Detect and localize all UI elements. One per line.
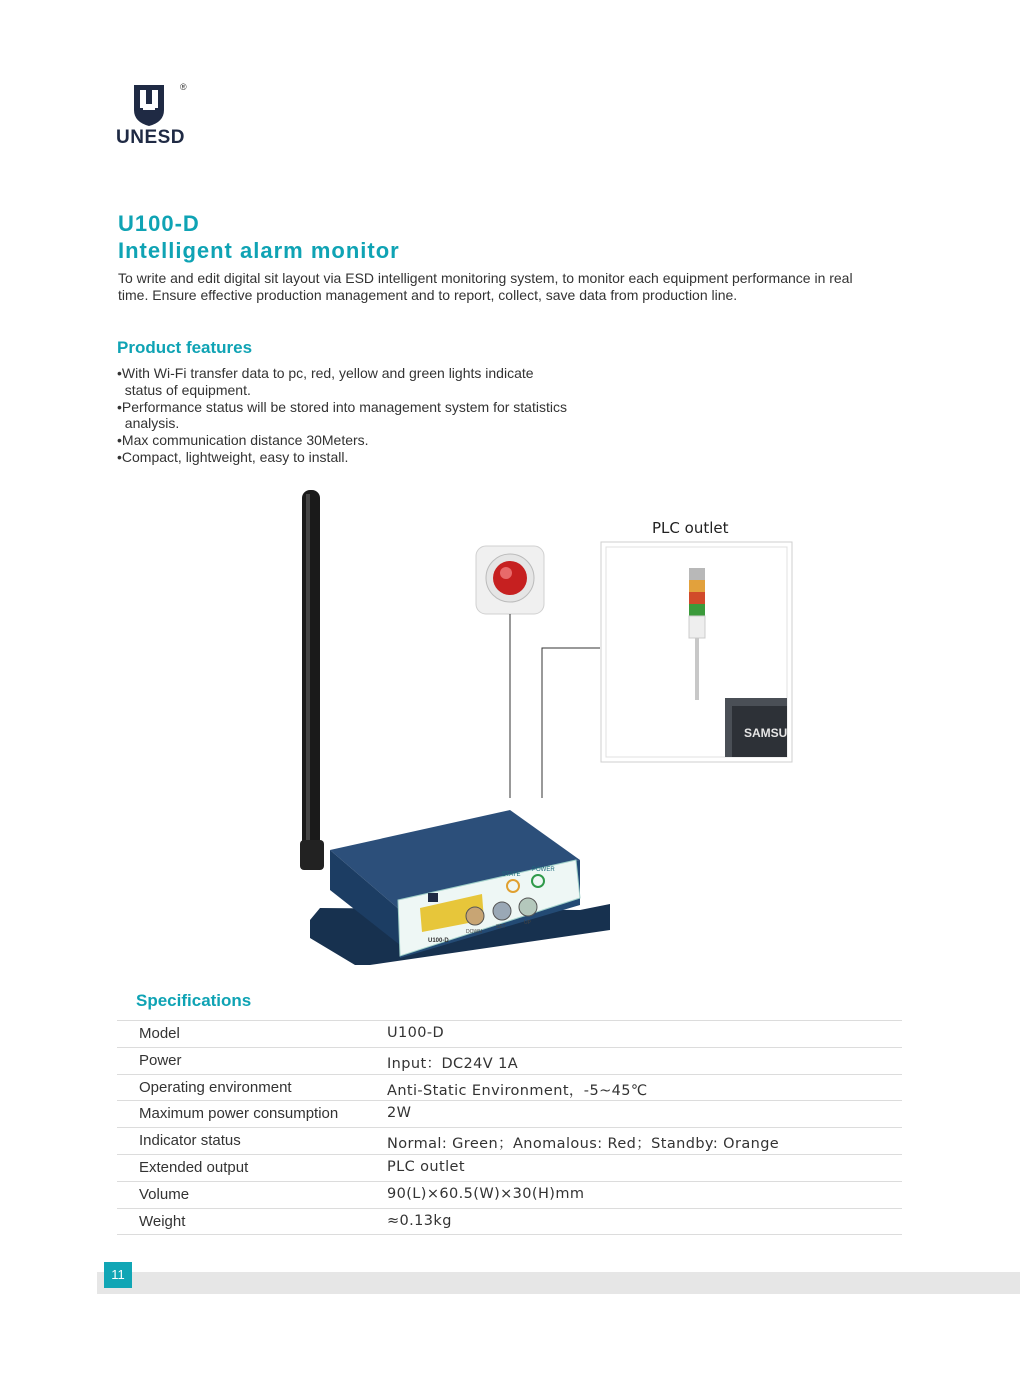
up-label: UP [524, 920, 531, 926]
spec-value: PLC outlet [387, 1158, 465, 1175]
down-label: DOWN [466, 929, 482, 935]
feature-item: •With Wi-Fi transfer data to pc, red, yellow and green lights indicate status of equipment. [117, 365, 534, 398]
spec-row-power [117, 1048, 902, 1075]
features-list [117, 365, 677, 466]
spec-row-model [117, 1020, 902, 1048]
spec-row-max-power [117, 1101, 902, 1128]
spec-key: Model [139, 1025, 180, 1042]
spec-row-indicator-status [117, 1128, 902, 1155]
intro-paragraph: To write and edit digital sit layout via ESD intelligent monitoring system, to monitor each equipment performance in real time. Ensure effective production management and to report, collect, save data from production line. [118, 270, 853, 303]
plc-outlet-image [601, 542, 792, 762]
page-number: 11 [104, 1262, 132, 1288]
spec-value: Input：DC24V 1A [387, 1055, 519, 1072]
u100d-device-image [310, 810, 610, 965]
spec-value: ≈0.13kg [387, 1212, 452, 1229]
spec-row-volume [117, 1182, 902, 1209]
registered-mark: ® [180, 82, 187, 92]
spec-key: Extended output [139, 1158, 249, 1176]
alarm-button-image [476, 546, 544, 614]
features-heading: Product features [117, 338, 253, 357]
power-label: POWER [532, 867, 555, 873]
spec-key: Power [139, 1051, 182, 1069]
specifications-heading: Specifications [136, 991, 252, 1010]
spec-key: Maximum power consumption [139, 1105, 339, 1123]
set-label: SET [496, 924, 506, 930]
antenna-image [300, 490, 324, 870]
feature-item: •Performance status will be stored into management system for statistics analysis. [117, 398, 567, 432]
device-model-label: U100-D [428, 938, 449, 944]
brand-name: UNESD [116, 127, 186, 148]
spec-value: Anti-Static Environment，-5~45℃ [387, 1082, 648, 1099]
spec-row-operating-environment [117, 1075, 902, 1102]
spec-value: 2W [387, 1105, 412, 1122]
feature-item: •Compact, lightweight, easy to install. [117, 448, 349, 465]
product-name-title: Intelligent alarm monitor [118, 238, 400, 263]
state-label: STATE [502, 872, 521, 878]
spec-row-extended-output [117, 1155, 902, 1182]
spec-key: Indicator status [139, 1132, 241, 1150]
spec-key: Volume [139, 1185, 190, 1203]
spec-value: 90(L)×60.5(W)×30(H)mm [387, 1185, 585, 1202]
product-model-title: U100-D [118, 211, 200, 236]
plc-outlet-label: PLC outlet [652, 519, 729, 537]
spec-key: Operating environment [139, 1078, 292, 1096]
feature-item: •Max communication distance 30Meters. [117, 432, 369, 449]
spec-row-weight [117, 1209, 902, 1236]
spec-value: U100-D [387, 1025, 445, 1041]
specifications-table [117, 1020, 902, 1235]
footer-bar [97, 1272, 1020, 1294]
panel-brand-text: SAMSU [744, 726, 788, 740]
spec-key: Weight [139, 1212, 186, 1230]
product-illustration [280, 480, 800, 970]
spec-value: Normal: Green；Anomalous: Red；Standby: Orange [387, 1136, 780, 1153]
